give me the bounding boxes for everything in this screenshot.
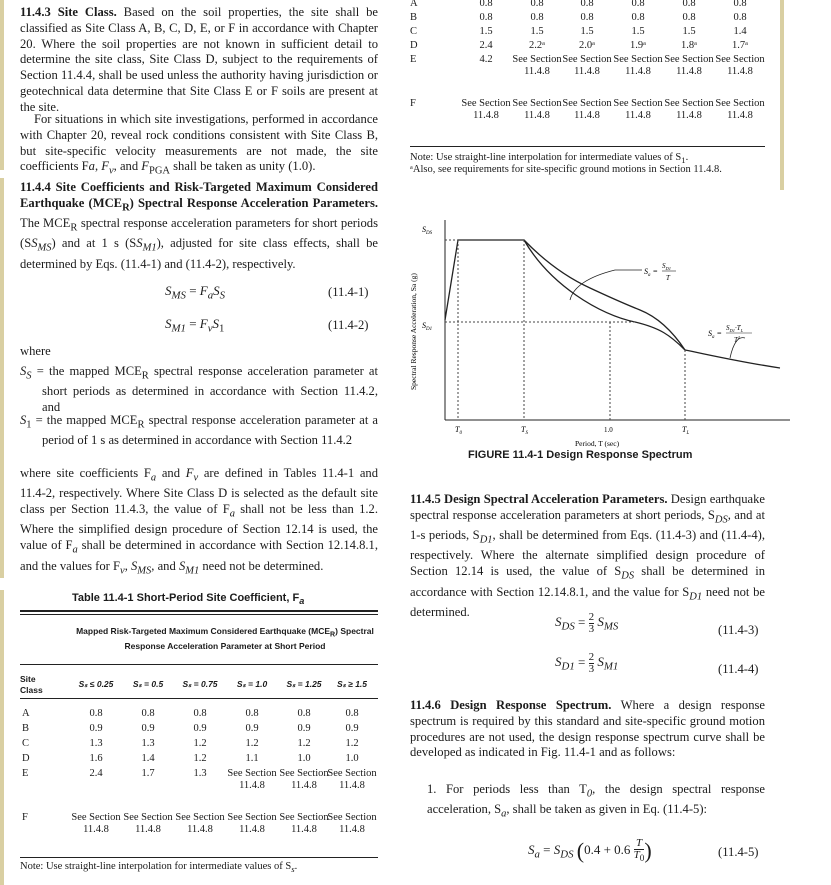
table-2-site-class: E — [410, 54, 417, 65]
table-2-cell: See Section 11.4.8 — [562, 98, 612, 121]
tl-label: $T_L$ — [682, 425, 690, 436]
sa-sd1-tl-den: $T^2$ — [734, 335, 741, 344]
table-2-cell: See Section 11.4.8 — [715, 54, 765, 77]
table-2-cell: 1.5 — [580, 26, 594, 37]
table-2-cell: 0.8 — [530, 12, 544, 23]
table-2-cell: 0.8 — [733, 0, 747, 9]
one-label: 1.0 — [604, 426, 613, 434]
table-2-cell: 1.8ᵃ — [681, 40, 697, 51]
table-1-site-class: F — [22, 812, 28, 823]
table-1-cell: 1.4 — [141, 753, 155, 764]
spectrum-curve — [445, 240, 780, 368]
table-1-note: Note: Use straight-line interpolation for intermediate values of $S_s$. — [20, 861, 298, 875]
figure-caption: FIGURE 11.4-1 Design Response Spectrum — [468, 449, 693, 461]
table-1-cell: 0.9 — [89, 723, 103, 734]
table-1-cell: 0.8 — [297, 708, 311, 719]
table-2-cell: See Section 11.4.8 — [613, 98, 663, 121]
section-11-4-6: 11.4.6 Design Response Spectrum. Where a design response spectrum is required by this standard and site-specific ground motion procedures are not used, the design response spectrum curve shall be developed as indicated in Fig. 11.4-1 and as follows: — [410, 698, 765, 760]
list-item-1: 1. For periods less than $T_0$, the design spectral response acceleration, $S_a$, shall be taken as given in Eq. (11.4-5): — [427, 782, 766, 820]
table-1-cell: See Section 11.4.8 — [71, 812, 121, 835]
table-2-rule-bottom — [410, 146, 765, 147]
table-1-cell: 1.2 — [245, 738, 259, 749]
table-2-cell: 1.5 — [682, 26, 696, 37]
table-2-site-class: D — [410, 40, 418, 51]
table-2-cell: 1.5 — [530, 26, 544, 37]
table-1-cell: 1.0 — [345, 753, 359, 764]
section-11-4-4: 11.4.4 Site Coefficients and Risk-Targeted Maximum Considered Earthquake $(MCE_R)$ Spectral Response Acceleration Parameters. The $MCE_R$ spectral response acceleration parameters for short periods $(SS_{MS})$ and at 1 s $(SS_{M1})$, adjusted for site class effects, shall be determined by Eqs. (11.4-1) and (11.4-2), respectively. — [20, 180, 379, 271]
table-1-cell: See Section 11.4.8 — [279, 812, 329, 835]
change-bar-left-2 — [0, 178, 4, 578]
table-2-cell: 0.8 — [580, 12, 594, 23]
table-rule-top-2 — [20, 614, 378, 615]
table-rule-bottom — [20, 857, 378, 858]
table-1-cell: 1.2 — [345, 738, 359, 749]
table-1-cell: 0.8 — [193, 708, 207, 719]
definition-s1: $S_1$ = the mapped $MCE_R$ spectral response acceleration parameter at a period of 1 s as determined in accordance with Section 11.4.2 — [20, 413, 378, 448]
table-1-site-class: A — [22, 708, 30, 719]
table-header-top: Mapped Risk-Targeted Maximum Considered Earthquake $(MCE_R)$ Spectral Response Acceleration Parameter at Short Period — [76, 626, 374, 651]
equation-11-4-4: $S_{D1}$ = $\frac{2}{3}$ $S_{M1}$ — [555, 651, 619, 675]
table-1-cell: 0.8 — [345, 708, 359, 719]
section-11-4-3-para2: For situations in which site investigations, performed in accordance with Chapter 20, reveal rock conditions consistent with Site Class B, but site-specific velocity measurements are not made, the site coefficients Fa, $F_v$, and $F_{PGA}$ shall be taken as unity (1.0). — [20, 112, 378, 177]
x-axis-label: Period, T (sec) — [575, 439, 620, 448]
table-1-cell: See Section 11.4.8 — [175, 812, 225, 835]
table-2-cell: 0.8 — [682, 0, 696, 9]
table-1-cell: 1.2 — [193, 738, 207, 749]
table-2-cell: 1.4 — [733, 26, 747, 37]
sds-label: $S_{DS}$ — [422, 225, 433, 236]
table-2-cell: 1.9ᵃ — [630, 40, 646, 51]
table-rule-top — [20, 610, 378, 612]
table-2-cell: 0.8 — [631, 0, 645, 9]
table-2-cell: See Section 11.4.8 — [512, 54, 562, 77]
table-2-cell: See Section 11.4.8 — [664, 54, 714, 77]
table-1-column-header: Sₛ = 0.75 — [182, 679, 218, 689]
table-rule-mid — [20, 664, 378, 665]
table-2-cell: 2.2ᵃ — [529, 40, 545, 51]
table-1-cell: 0.9 — [245, 723, 259, 734]
table-1-column-header: Sₛ ≥ 1.5 — [336, 679, 368, 689]
spectrum-curve-descend — [524, 240, 685, 350]
table-2-cell: 1.5 — [479, 26, 493, 37]
table-1-cell: 0.8 — [89, 708, 103, 719]
table-2-cell: 4.2 — [479, 54, 493, 65]
table-2-cell: 0.8 — [682, 12, 696, 23]
table-2-site-class: F — [410, 98, 416, 109]
sa-sd1-over-t-den: T — [666, 274, 670, 282]
table-1-cell: See Section 11.4.8 — [327, 812, 377, 835]
table-1-cell: 0.9 — [193, 723, 207, 734]
equation-11-4-3-number: (11.4-3) — [718, 623, 759, 637]
sa-sd1-over-t: $S_a$ = — [644, 267, 658, 278]
equation-11-4-3: $S_{DS}$ = $\frac{2}{3}$ $S_{MS}$ — [555, 611, 619, 635]
change-bar-right — [780, 0, 784, 190]
table-1-column-header: Sₛ = 1.0 — [236, 679, 268, 689]
site-class-header: Site Class — [20, 674, 43, 695]
change-bar-left — [0, 0, 4, 170]
table-1-cell: See Section 11.4.8 — [327, 768, 377, 791]
y-axis-label: Spectral Response Acceleration, Sa (g) — [409, 273, 418, 390]
section-11-4-5: 11.4.5 Design Spectral Acceleration Parameters. Design earthquake spectral response acceleration parameters at short periods, $S_{DS}$, and at 1-s periods, $S_{D1}$, shall be determined from Eqs. (11.4-3) and (11.4-4), respectively. Where the alternate simplified design procedure of Section 12.14 is used, the value of $S_{DS}$ shall be determined in accordance with Section 12.14.8.1, and the value for $S_{D1}$ need not be determined. — [410, 492, 766, 619]
table-1-cell: 1.1 — [245, 753, 259, 764]
table-2-cell: 0.8 — [479, 0, 493, 9]
table-title: Table 11.4-1 Short-Period Site Coefficient, $F_a$ — [72, 592, 305, 607]
sa-sd1-tl-num: $S_{D1}\cdot T_L$ — [726, 324, 744, 333]
equation-11-4-2-number: (11.4-2) — [328, 318, 369, 332]
table-1-site-class: B — [22, 723, 30, 734]
table-1-cell: 0.8 — [245, 708, 259, 719]
table-1-column-header: Sₛ = 0.5 — [132, 679, 164, 689]
site-coefficients-paragraph: where site coefficients $F_a$ and $F_v$ are defined in Tables 11.4-1 and 11.4-2, respectively. Where Site Class D is selected as the default site class per Section 11.4.3, the value of $F_a$ shall not be less than 1.2. Where the simplified design procedure of Section 12.14 is used, the value of $F_a$ shall be determined in accordance with Section 12.14.8.1, and the values for $F_v$, $S_{MS}$, and $S_{M1}$ need not be determined. — [20, 466, 379, 577]
table-2-cell: 1.7ᵃ — [732, 40, 748, 51]
table-2-cell: See Section 11.4.8 — [562, 54, 612, 77]
table-1-site-class: C — [22, 738, 30, 749]
sd1-label: $S_{D1}$ — [422, 321, 433, 332]
table-1-cell: See Section 11.4.8 — [123, 812, 173, 835]
table-1-column-header: Sₛ ≤ 0.25 — [78, 679, 114, 689]
equation-11-4-1-number: (11.4-1) — [328, 285, 369, 299]
table-1-cell: 1.0 — [297, 753, 311, 764]
table-1-cell: 0.9 — [345, 723, 359, 734]
table-1-cell: 1.3 — [89, 738, 103, 749]
sa-sd1-tl-label: $S_a$ = — [708, 329, 722, 340]
table-2-cell: See Section 11.4.8 — [512, 98, 562, 121]
table-1-cell: 2.4 — [89, 768, 103, 779]
design-response-spectrum-figure — [400, 210, 800, 460]
table-1-column-header: Sₛ = 1.25 — [286, 679, 322, 689]
table-2-site-class: C — [410, 26, 418, 37]
where-label: where — [20, 344, 51, 358]
table-1-cell: 1.3 — [141, 738, 155, 749]
table-2-cell: 1.5 — [631, 26, 645, 37]
table-1-cell: See Section 11.4.8 — [279, 768, 329, 791]
ts-label: $T_S$ — [521, 425, 528, 436]
table-2-cell: 0.8 — [479, 12, 493, 23]
table-2-site-class: B — [410, 12, 418, 23]
change-bar-left-3 — [0, 590, 4, 885]
equation-11-4-1: $S_{MS} = F_aS_S$ — [165, 283, 226, 302]
definition-ss: $S_S$ = the mapped $MCE_R$ spectral response acceleration parameter at short periods as determined in accordance with Section 11.4.2, and — [20, 364, 379, 415]
table-2-note-2: ᵃAlso, see requirements for site-specific ground motions in Section 11.4.8. — [410, 164, 722, 175]
equation-11-4-4-number: (11.4-4) — [718, 662, 759, 676]
equation-11-4-5-number: (11.4-5) — [718, 845, 759, 859]
table-2-cell: 2.4 — [479, 40, 493, 51]
table-1-site-class: D — [22, 753, 30, 764]
table-1-cell: 1.3 — [193, 768, 207, 779]
table-1-cell: 1.6 — [89, 753, 103, 764]
table-2-cell: 0.8 — [580, 0, 594, 9]
table-1-cell: 0.9 — [141, 723, 155, 734]
sa-sd1-over-t-num: $S_{D1}$ — [662, 262, 671, 271]
table-1-cell: See Section 11.4.8 — [227, 768, 277, 791]
table-2-cell: 0.8 — [530, 0, 544, 9]
table-2-cell: See Section 11.4.8 — [664, 98, 714, 121]
equation-11-4-2: $S_{M1} = F_vS_1$ — [165, 316, 225, 335]
table-rule-header-bottom — [20, 698, 378, 699]
table-1-cell: See Section 11.4.8 — [227, 812, 277, 835]
table-2-cell: See Section 11.4.8 — [715, 98, 765, 121]
table-2-cell: 0.8 — [733, 12, 747, 23]
table-2-cell: See Section 11.4.8 — [613, 54, 663, 77]
table-1-cell: 1.2 — [193, 753, 207, 764]
table-2-note-1: Note: Use straight-line interpolation for intermediate values of $S_1$. — [410, 152, 689, 166]
table-2-cell: See Section 11.4.8 — [461, 98, 511, 121]
table-1-cell: 1.7 — [141, 768, 155, 779]
table-2-site-class: A — [410, 0, 418, 9]
table-2-cell: 0.8 — [631, 12, 645, 23]
table-1-cell: 0.9 — [297, 723, 311, 734]
equation-11-4-5: $S_a = S_{DS}$ (0.4 + 0.6 $\frac{T}{T_0}$ ) — [528, 837, 652, 864]
table-2-cell: 2.0ᵃ — [579, 40, 595, 51]
t0-label: $T_0$ — [455, 425, 462, 436]
table-1-site-class: E — [22, 768, 29, 779]
table-1-cell: 0.8 — [141, 708, 155, 719]
section-11-4-3: 11.4.3 Site Class. Based on the soil properties, the site shall be classified as Site Class A, B, C, D, E, or F in accordance with Chapter 20. Where the soil properties are not known in sufficient detail to determine the site class, Site Class D, subject to the requirements of Section 11.4.4, shall be used unless the authority having jurisdiction or geotechnical data determine that Site Class E or F soils are present at the site. — [20, 5, 378, 114]
table-1-cell: 1.2 — [297, 738, 311, 749]
